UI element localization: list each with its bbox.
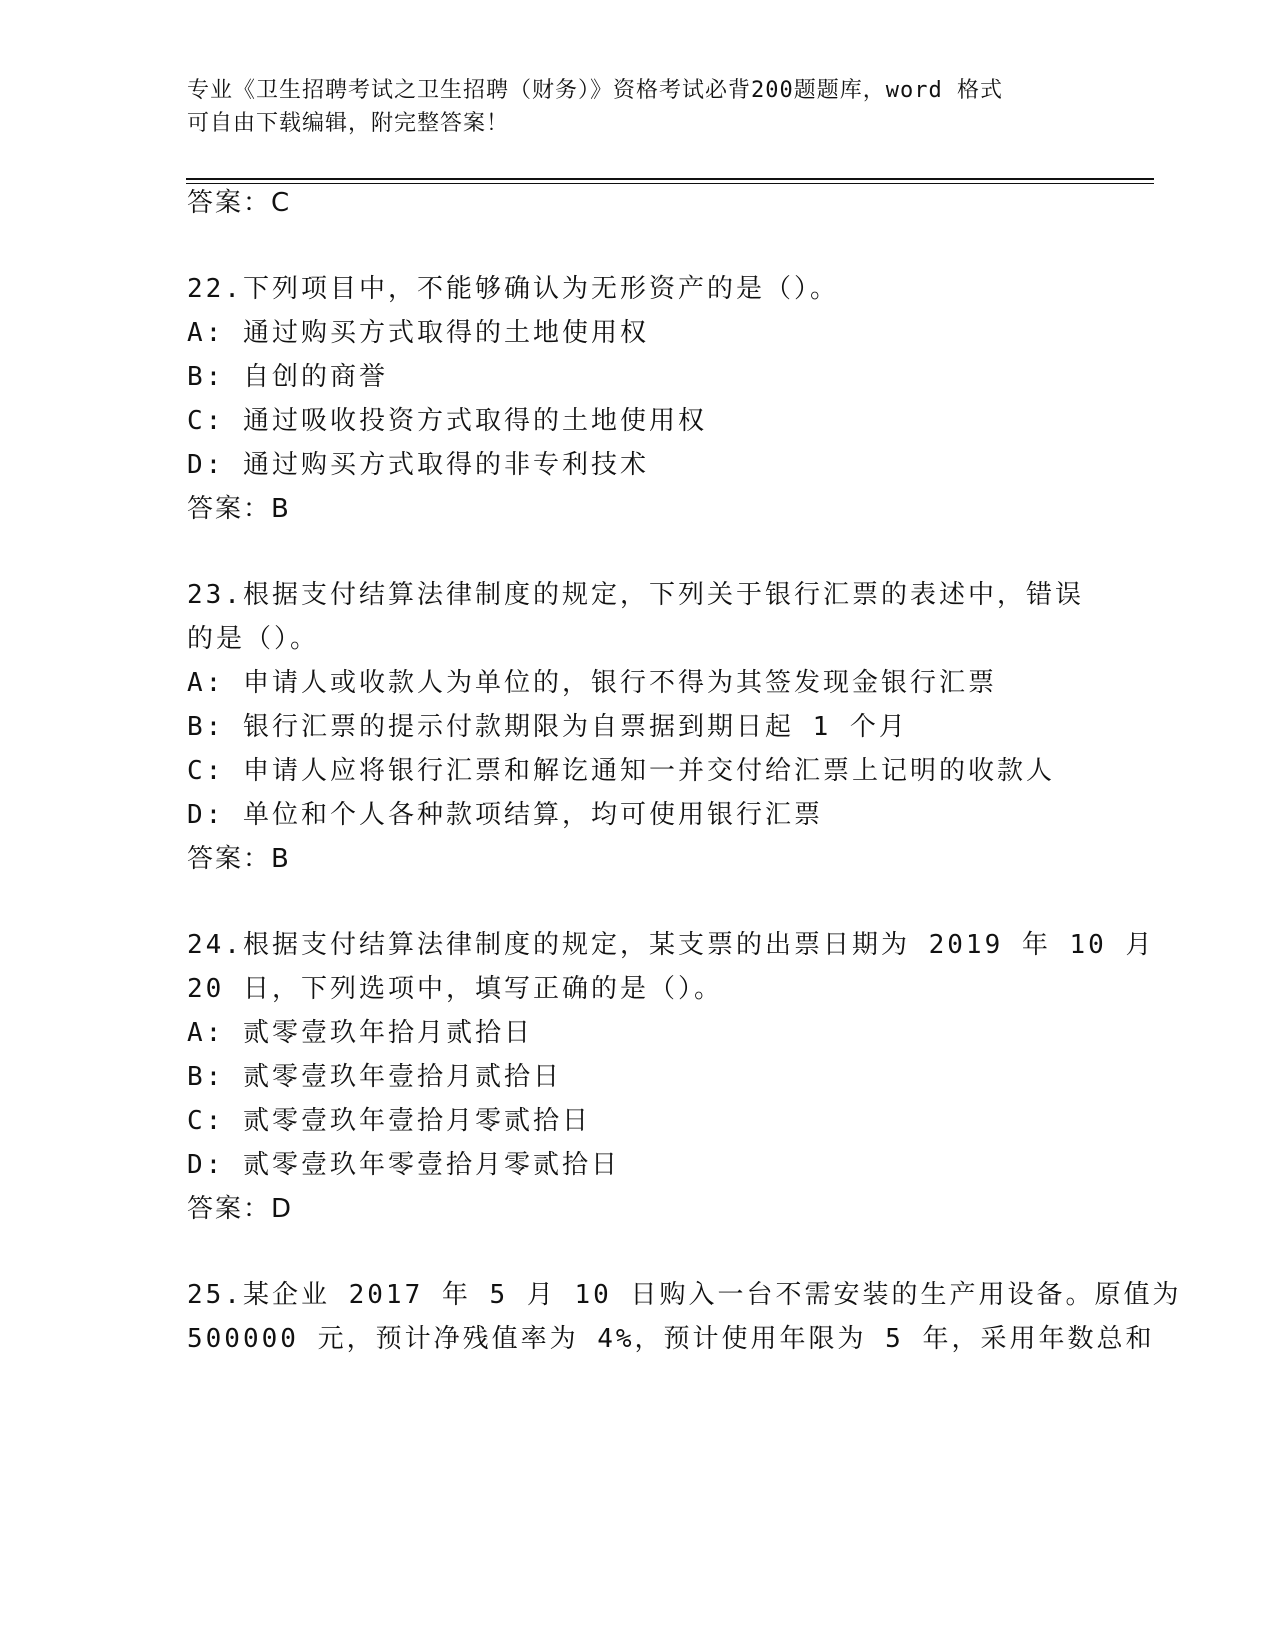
question-24-option-d: D: 贰零壹玖年零壹拾月零贰拾日: [187, 1150, 620, 1180]
question-23-option-c: C: 申请人应将银行汇票和解讫通知一并交付给汇票上记明的收款人: [187, 756, 1055, 786]
header-line-1: 专业《卫生招聘考试之卫生招聘（财务）》资格考试必背200题题库，word 格式: [187, 78, 1003, 103]
question-22-option-d: D: 通过购买方式取得的非专利技术: [187, 450, 649, 480]
question-24-option-c: C: 贰零壹玖年壹拾月零贰拾日: [187, 1106, 591, 1136]
question-24-answer: 答案：D: [187, 1194, 294, 1224]
question-25-stem-line-2: 500000 元，预计净残值率为 4%，预计使用年限为 5 年，采用年数总和: [187, 1324, 1155, 1354]
question-22-option-a: A: 通过购买方式取得的土地使用权: [187, 318, 649, 348]
question-23-answer: 答案：B: [187, 844, 291, 874]
question-23-stem-line-1: 23.根据支付结算法律制度的规定，下列关于银行汇票的表述中，错误: [187, 580, 1084, 610]
question-23-stem-line-2: 的是（）。: [187, 624, 320, 654]
question-22-answer: 答案：B: [187, 494, 291, 524]
question-24-stem-line-1: 24.根据支付结算法律制度的规定，某支票的出票日期为 2019 年 10 月: [187, 930, 1155, 960]
question-22-stem-line-1: 22.下列项目中，不能够确认为无形资产的是（）。: [187, 274, 839, 304]
document-header: [187, 74, 1067, 140]
question-24-option-b: B: 贰零壹玖年壹拾月贰拾日: [187, 1062, 562, 1092]
question-24-stem-line-2: 20 日，下列选项中，填写正确的是（）。: [187, 974, 723, 1004]
question-25-stem-line-1: 25.某企业 2017 年 5 月 10 日购入一台不需安装的生产用设备。原值为: [187, 1280, 1182, 1310]
prev-answer: 答案：C: [187, 188, 292, 218]
question-22-option-c: C: 通过吸收投资方式取得的土地使用权: [187, 406, 707, 436]
question-23-option-d: D: 单位和个人各种款项结算，均可使用银行汇票: [187, 800, 823, 830]
question-24-option-a: A: 贰零壹玖年拾月贰拾日: [187, 1018, 533, 1048]
header-line-2: 可自由下载编辑，附完整答案！: [187, 111, 510, 136]
question-23-option-a: A: 申请人或收款人为单位的，银行不得为其签发现金银行汇票: [187, 668, 997, 698]
question-22-option-b: B: 自创的商誉: [187, 362, 388, 392]
question-23-option-b: B: 银行汇票的提示付款期限为自票据到期日起 1 个月: [187, 712, 908, 742]
header-rule-thin: [186, 183, 1154, 184]
header-rule-thick: [186, 178, 1154, 180]
